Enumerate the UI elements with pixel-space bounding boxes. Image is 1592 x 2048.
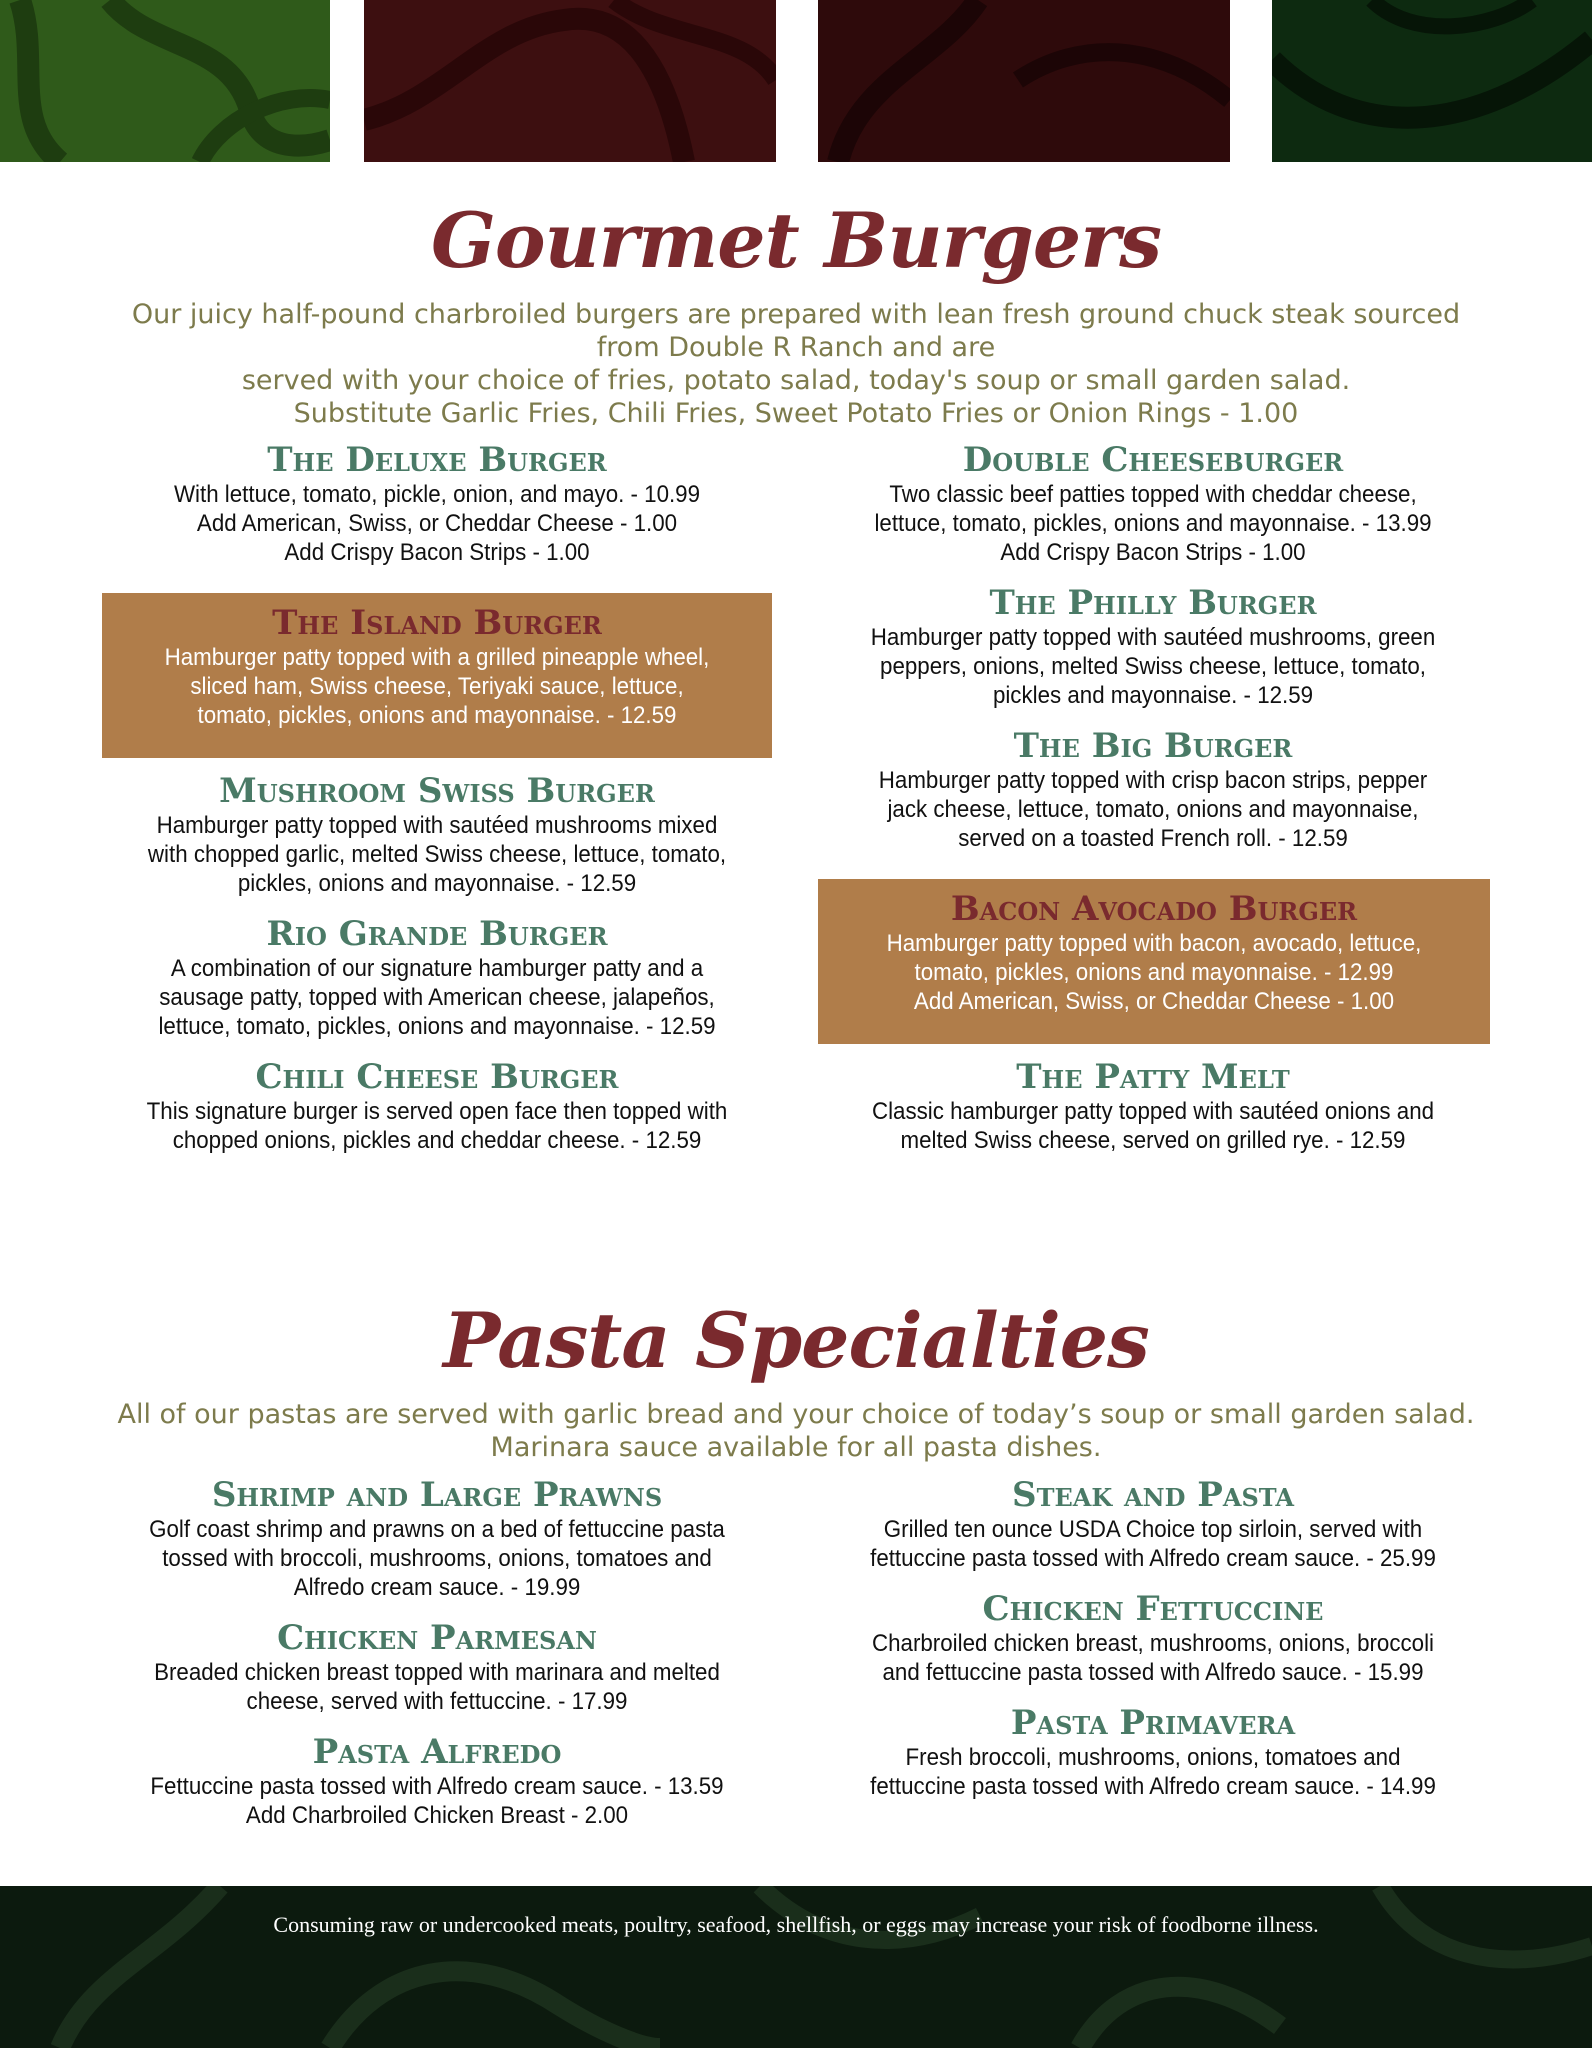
item-description	[102, 480, 772, 567]
intro-line: Our juicy half-pound charbroiled burgers are prepared with lean fresh ground chuck steak sourced	[131, 299, 1461, 330]
menu-item-shrimp-prawns	[102, 1475, 772, 1602]
menu-item-philly-burger	[818, 583, 1488, 710]
item-name: Pasta Alfredo	[312, 1732, 562, 1772]
item-line: tomato, pickles, onions and mayonnaise. - 12.99	[914, 959, 1394, 986]
food-safety-warning: Consuming raw or undercooked meats, poultry, seafood, shellfish, or eggs may increase your risk of foodborne illness.	[273, 1912, 1319, 1937]
item-description	[102, 1658, 772, 1716]
item-name: The Patty Melt	[1016, 1057, 1290, 1097]
footer-bar	[0, 1886, 1592, 2048]
item-line: tossed with broccoli, mushrooms, onions, tomatoes and	[162, 1545, 712, 1572]
menu-item-bacon-avocado-burger	[818, 879, 1490, 1044]
header-decor-panel-dark-green	[1272, 0, 1592, 162]
item-line: fettuccine pasta tossed with Alfredo cream sauce. - 25.99	[870, 1545, 1436, 1572]
item-line: Hamburger patty topped with a grilled pineapple wheel,	[164, 644, 710, 671]
menu-item-chicken-parmesan	[102, 1618, 772, 1716]
menu-item-mushroom-swiss-burger	[102, 771, 772, 898]
item-line: Classic hamburger patty topped with sautéed onions and	[871, 1098, 1435, 1125]
intro-line: served with your choice of fries, potato salad, today's soup or small garden salad.	[241, 365, 1351, 396]
item-line: Add American, Swiss, or Cheddar Cheese - 1.00	[196, 510, 678, 537]
item-line: pickles and mayonnaise. - 12.59	[992, 682, 1314, 709]
item-line: This signature burger is served open face then topped with	[146, 1098, 728, 1125]
swirl-pattern-icon	[0, 0, 330, 162]
menu-item-double-cheeseburger	[818, 440, 1488, 567]
item-line: sliced ham, Swiss cheese, Teriyaki sauce, lettuce,	[190, 673, 684, 700]
item-line: Add Crispy Bacon Strips - 1.00	[1000, 539, 1306, 566]
item-name: The Big Burger	[1013, 726, 1293, 766]
item-name: Rio Grande Burger	[266, 914, 608, 954]
item-line: pickles, onions and mayonnaise. - 12.59	[237, 870, 637, 897]
pasta-section-title: Pasta Specialties	[443, 1296, 1149, 1385]
item-line: lettuce, tomato, pickles, onions and mayonnaise. - 13.99	[874, 510, 1432, 537]
menu-item-deluxe-burger	[102, 440, 772, 567]
item-line: chopped onions, pickles and cheddar cheese. - 12.59	[172, 1127, 702, 1154]
item-line: sausage patty, topped with American cheese, jalapeños,	[159, 984, 715, 1011]
item-line: fettuccine pasta tossed with Alfredo cream sauce. - 14.99	[870, 1773, 1436, 1800]
item-line: Hamburger patty topped with crisp bacon strips, pepper	[878, 767, 1428, 794]
item-name: Chicken Parmesan	[277, 1618, 597, 1658]
item-description	[818, 1629, 1488, 1687]
item-name: Chicken Fettuccine	[982, 1589, 1324, 1629]
item-line: tomato, pickles, onions and mayonnaise. - 12.59	[197, 702, 677, 729]
item-description	[818, 480, 1488, 567]
item-line: Fresh broccoli, mushrooms, onions, tomatoes and	[905, 1744, 1401, 1771]
header-decor-panel-red-1	[364, 0, 776, 162]
item-line: Fettuccine pasta tossed with Alfredo cream sauce. - 13.59	[150, 1773, 724, 1800]
item-description	[818, 1743, 1488, 1801]
item-line: Add Crispy Bacon Strips - 1.00	[284, 539, 590, 566]
item-name: Double Cheeseburger	[962, 440, 1344, 480]
menu-item-rio-grande-burger	[102, 914, 772, 1041]
item-line: melted Swiss cheese, served on grilled rye. - 12.59	[900, 1127, 1406, 1154]
item-line: With lettuce, tomato, pickle, onion, and mayo. - 10.99	[173, 481, 701, 508]
intro-line: All of our pastas are served with garlic bread and your choice of today’s soup or small garden salad.	[117, 1399, 1475, 1430]
pasta-intro	[100, 1398, 1492, 1464]
item-name: Pasta Primavera	[1010, 1703, 1296, 1743]
menu-item-patty-melt	[818, 1057, 1488, 1155]
item-name: Steak and Pasta	[1012, 1475, 1294, 1515]
menu-item-island-burger	[102, 593, 772, 758]
item-description	[818, 766, 1488, 853]
burgers-section-title: Gourmet Burgers	[430, 196, 1162, 285]
item-line: Add Charbroiled Chicken Breast - 2.00	[245, 1802, 629, 1829]
item-description	[102, 1097, 772, 1155]
menu-item-steak-pasta	[818, 1475, 1488, 1573]
menu-item-pasta-primavera	[818, 1703, 1488, 1801]
item-description	[102, 954, 772, 1041]
intro-line: Substitute Garlic Fries, Chili Fries, Sweet Potato Fries or Onion Rings - 1.00	[293, 398, 1299, 429]
item-line: peppers, onions, melted Swiss cheese, lettuce, tomato,	[880, 653, 1426, 680]
item-line: Two classic beef patties topped with cheddar cheese,	[889, 481, 1417, 508]
item-description	[102, 1515, 772, 1602]
item-description	[818, 1515, 1488, 1573]
burgers-intro	[100, 298, 1492, 430]
swirl-pattern-icon	[0, 1886, 1592, 2048]
item-line: A combination of our signature hamburger patty and a	[170, 955, 704, 982]
item-line: Golf coast shrimp and prawns on a bed of fettuccine pasta	[149, 1516, 725, 1543]
item-name: The Island Burger	[272, 603, 602, 643]
item-description	[818, 1097, 1488, 1155]
menu-item-chicken-fettuccine	[818, 1589, 1488, 1687]
item-line: Hamburger patty topped with sautéed mushrooms, green	[870, 624, 1436, 651]
intro-line: from Double R Ranch and are	[596, 332, 996, 363]
item-line: Charbroiled chicken breast, mushrooms, onions, broccoli	[872, 1630, 1434, 1657]
item-name: The Philly Burger	[989, 583, 1317, 623]
item-name: Shrimp and Large Prawns	[211, 1475, 663, 1515]
item-name: Bacon Avocado Burger	[950, 889, 1358, 929]
item-line: served on a toasted French roll. - 12.59	[958, 825, 1348, 852]
item-line: Alfredo cream sauce. - 19.99	[293, 1574, 581, 1601]
item-description	[102, 811, 772, 898]
item-line: Breaded chicken breast topped with marinara and melted	[154, 1659, 720, 1686]
swirl-pattern-icon	[818, 0, 1230, 162]
item-line: jack cheese, lettuce, tomato, onions and mayonnaise,	[887, 796, 1419, 823]
item-name: The Deluxe Burger	[267, 440, 607, 480]
item-line: and fettuccine pasta tossed with Alfredo sauce. - 15.99	[882, 1659, 1424, 1686]
swirl-pattern-icon	[1272, 0, 1592, 162]
menu-item-chili-cheese-burger	[102, 1057, 772, 1155]
item-line: cheese, served with fettuccine. - 17.99	[246, 1688, 628, 1715]
menu-item-pasta-alfredo	[102, 1732, 772, 1830]
item-line: Add American, Swiss, or Cheddar Cheese - 1.00	[913, 988, 1395, 1015]
intro-line: Marinara sauce available for all pasta dishes.	[490, 1432, 1102, 1463]
item-line: Grilled ten ounce USDA Choice top sirloin, served with	[883, 1516, 1423, 1543]
header-decor-panel-green	[0, 0, 330, 162]
item-name: Mushroom Swiss Burger	[219, 771, 655, 811]
item-line: Hamburger patty topped with sautéed mushrooms mixed	[156, 812, 718, 839]
item-description	[818, 929, 1490, 1016]
swirl-pattern-icon	[364, 0, 776, 162]
item-description	[818, 623, 1488, 710]
item-line: with chopped garlic, melted Swiss cheese, lettuce, tomato,	[147, 841, 727, 868]
menu-item-big-burger	[818, 726, 1488, 853]
item-description	[102, 1772, 772, 1830]
item-name: Chili Cheese Burger	[255, 1057, 619, 1097]
header-decor-panel-red-2	[818, 0, 1230, 162]
item-line: Hamburger patty topped with bacon, avocado, lettuce,	[886, 930, 1422, 957]
item-line: lettuce, tomato, pickles, onions and mayonnaise. - 12.59	[158, 1013, 716, 1040]
item-description	[102, 643, 772, 730]
